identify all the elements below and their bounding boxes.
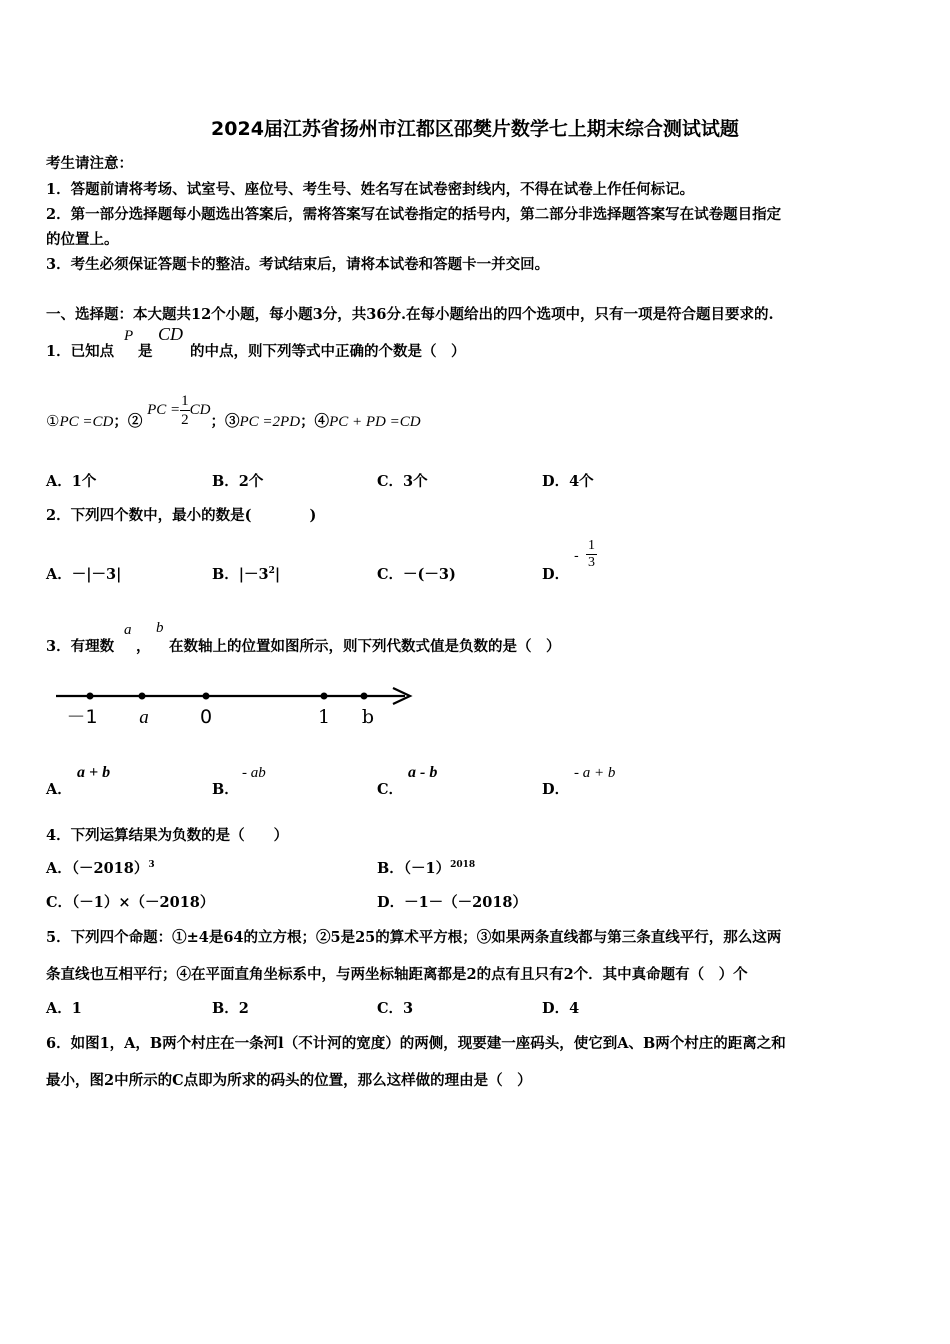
q1-sep-1: ；②: [113, 413, 143, 430]
q1-suffix: 的中点，则下列等式中正确的个数是（ ）: [190, 343, 466, 360]
number-line: [50, 680, 420, 730]
q1-statement-1: PC =CD: [59, 414, 114, 430]
q1-point-p: P: [124, 328, 134, 344]
q3-option-d-expr: - a + b: [574, 765, 616, 781]
notice-heading: 考生请注意：: [46, 155, 133, 172]
label-b: b: [361, 706, 375, 728]
q2-option-a: A．－|－3|: [46, 566, 122, 583]
q1-s2-fraction: [180, 392, 190, 429]
q3-option-a-expr: a + b: [77, 764, 111, 781]
q2-b-main: B．|－3: [212, 566, 269, 583]
q1-statement-2: [147, 384, 210, 435]
q2-d-sign: -: [574, 548, 579, 564]
q3-var-b: b: [156, 620, 164, 636]
q4-b-main: B．（－1）: [377, 860, 451, 877]
q4-stem: 4．下列运算结果为负数的是（ ）: [46, 827, 289, 844]
q2-b-sup: 2: [268, 566, 275, 577]
q1-sep-2: ；③: [210, 413, 240, 430]
q3-option-b-expr: - ab: [242, 765, 266, 781]
q3-suffix: 在数轴上的位置如图所示，则下列代数式值是负数的是（ ）: [169, 638, 561, 655]
q4-a-sup: 3: [148, 860, 155, 871]
q4-option-c: C．（－1）×（－2018）: [46, 894, 215, 911]
notice-item-1: 1．答题前请将考场、试室号、座位号、考生号、姓名写在试卷密封线内，不得在试卷上作任何标记。: [46, 181, 695, 198]
q1-statements: [46, 392, 421, 447]
q1-statement-3: PC =2PD: [239, 414, 301, 430]
q4-b-sup: 2018: [450, 860, 476, 871]
q5-line-2: 条直线也互相平行；④在平面直角坐标系中，与两坐标轴距离都是2的点有且只有2个．其中真命题有（ ）个: [46, 966, 748, 983]
q1-sep-3: ；④: [300, 413, 330, 430]
q1-option-b: B．2个: [212, 473, 264, 490]
q1-option-a: A．1个: [46, 473, 97, 490]
tick-one: [321, 693, 328, 700]
q2-option-b: [212, 563, 280, 584]
q1-option-c: C．3个: [377, 473, 428, 490]
q4-option-a: [46, 857, 155, 878]
q2-d-num: 1: [588, 538, 595, 553]
q2-d-fraction: [586, 538, 597, 571]
notice-item-2: 2．第一部分选择题每小题选出答案后，需将答案写在试卷指定的括号内，第二部分非选择题答案写在试卷题目指定: [46, 206, 782, 223]
q1-s2-left: PC =: [147, 402, 181, 418]
q6-line-1: 6．如图1，A，B两个村庄在一条河l（不计河的宽度）的两侧，现要建一座码头，使它到A、B两个村庄的距离之和: [46, 1035, 786, 1052]
q6-line-2: 最小，图2中所示的C点即为所求的码头的位置，那么这样做的理由是（ ）: [46, 1072, 532, 1089]
label-one: 1: [317, 706, 331, 728]
q3-option-d-label: D．: [542, 781, 570, 798]
q1-segment-cd: CD: [158, 324, 184, 344]
tick-a: [139, 693, 146, 700]
tick-neg-one: [87, 693, 94, 700]
q5-option-b: B．2: [212, 1000, 249, 1017]
q2-d-den: 3: [588, 555, 595, 570]
notice-item-3: 3．考生必须保证答题卡的整洁。考试结束后，请将本试卷和答题卡一并交回。: [46, 256, 550, 273]
q2-option-c: C．－(－3): [377, 566, 456, 583]
q4-option-d: D．－1－（－2018）: [377, 894, 528, 911]
q3-option-a-label: A．: [46, 781, 72, 798]
q5-option-c: C．3: [377, 1000, 414, 1017]
q4-option-b: [377, 857, 475, 878]
q3-option-c-expr: a - b: [408, 764, 438, 781]
tick-zero: [203, 693, 210, 700]
q1-s1-mark: ①: [46, 412, 60, 430]
q1-option-d: D．4个: [542, 473, 594, 490]
q2-stem: 2．下列四个数中，最小的数是( ): [46, 507, 317, 524]
notice-item-2-cont: 的位置上。: [46, 231, 119, 248]
q3-option-c-label: C．: [377, 781, 404, 798]
q2-option-d-label: D．: [542, 566, 570, 583]
q3-comma: ，: [136, 638, 151, 655]
label-a: a: [139, 707, 149, 728]
label-zero: 0: [199, 706, 213, 728]
q1-statement-4: PC + PD =CD: [329, 414, 421, 430]
q4-a-main: A．（－2018）: [46, 860, 149, 877]
q1-shi: 是: [138, 343, 153, 360]
tick-b: [361, 693, 368, 700]
q5-option-a: A．1: [46, 1000, 82, 1017]
label-neg-one: －1: [66, 706, 98, 728]
q1-s2-den: 2: [181, 411, 189, 428]
q3-prefix: 3．有理数: [46, 638, 115, 655]
q2-b-end: |: [274, 566, 281, 583]
page-title: 2024届江苏省扬州市江都区邵樊片数学七上期末综合测试试题: [211, 118, 739, 140]
q1-s2-num: 1: [181, 392, 189, 409]
section-heading: 一、选择题：本大题共12个小题，每小题3分，共36分.在每小题给出的四个选项中，只有一项是符合题目要求的.: [46, 306, 774, 323]
q1-prefix: 1．已知点: [46, 343, 115, 360]
q3-var-a: a: [124, 622, 132, 638]
q3-option-b-label: B．: [212, 781, 239, 798]
q1-s2-right: CD: [189, 402, 211, 418]
q5-option-d: D．4: [542, 1000, 580, 1017]
q5-line-1: 5．下列四个命题：①±4是64的立方根；②5是25的算术平方根；③如果两条直线都与第三条直线平行，那么这两: [46, 929, 782, 946]
